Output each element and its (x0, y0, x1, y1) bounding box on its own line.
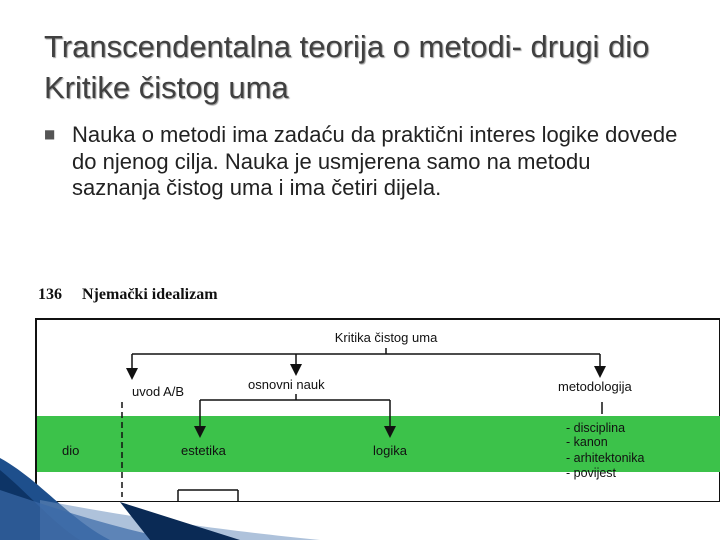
methodology-item: - arhitektonika (566, 451, 645, 465)
band-label-estetika: estetika (181, 443, 226, 458)
methodology-item: - disciplina (566, 421, 626, 435)
band-label-logika: logika (373, 443, 407, 458)
band-label-dio: dio (62, 443, 80, 458)
root-label: Kritika čistog uma (334, 330, 438, 345)
branch-metodologija: metodologija (558, 379, 632, 394)
slide-title: Transcendentalna teorija o metodi- drugi dio Kritike čistog uma (44, 29, 650, 105)
branch-uvod: uvod A/B (132, 384, 185, 399)
decorative-swoosh (0, 440, 320, 540)
page-header: Njemački idealizam (82, 286, 218, 303)
methodology-item: - povijest (566, 466, 617, 480)
methodology-item: - kanon (566, 435, 608, 449)
bullet-text: Nauka o metodi ima zadaću da praktični interes logike dovede do njenog cilja. Nauka je usmjerena samo na metodu saznanja čistog uma i ima četiri dijela. (72, 122, 678, 200)
branch-osnovni-nauk: osnovni nauk (248, 377, 325, 392)
page-number: 136 (38, 286, 62, 303)
root-node (316, 326, 456, 348)
bullet-icon: ■ (44, 127, 56, 141)
